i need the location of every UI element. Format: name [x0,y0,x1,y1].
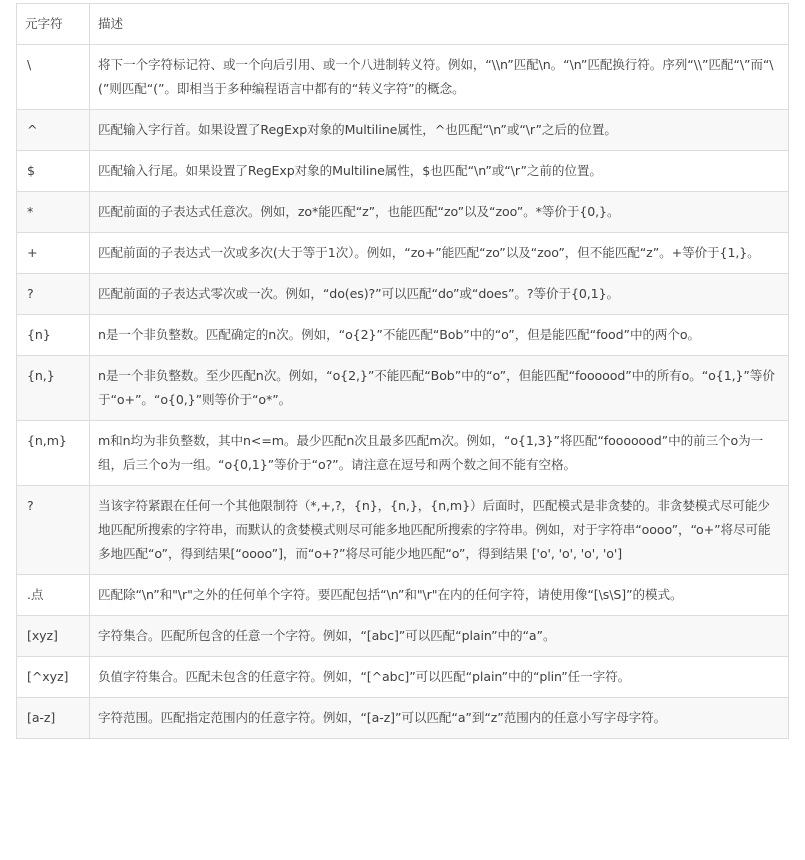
row-description: 匹配除“\n”和"\r"之外的任何单个字符。要匹配包括“\n”和"\r"在内的任何字符，请使用像“[\s\S]”的模式。 [90,575,789,616]
row-description: 匹配前面的子表达式任意次。例如，zo*能匹配“z”，也能匹配“zo”以及“zoo”。*等价于{0,}。 [90,192,789,233]
row-description: m和n均为非负整数，其中n<=m。最少匹配n次且最多匹配m次。例如，“o{1,3}”将匹配“fooooood”中的前三个o为一组，后三个o为一组。“o{0,1}”等价于“o?”。请注意在逗号和两个数之间不能有空格。 [90,421,789,486]
row-symbol: \ [17,45,90,110]
table-row [17,233,789,274]
row-description: 字符范围。匹配指定范围内的任意字符。例如，“[a-z]”可以匹配“a”到“z”范围内的任意小写字母字符。 [90,698,789,739]
table-row [17,151,789,192]
row-description: n是一个非负整数。至少匹配n次。例如，“o{2,}”不能匹配“Bob”中的“o”，但能匹配“foooood”中的所有o。“o{1,}”等价于“o+”。“o{0,}”则等价于“o*”。 [90,356,789,421]
table-row [17,616,789,657]
table-row [17,45,789,110]
table-row [17,575,789,616]
table-row [17,192,789,233]
row-symbol: [a-z] [17,698,90,739]
row-symbol: ? [17,274,90,315]
table-row [17,486,789,575]
table-row [17,315,789,356]
table-row [17,421,789,486]
row-description: 负值字符集合。匹配未包含的任意字符。例如，“[^abc]”可以匹配“plain”中的“plin”任一字符。 [90,657,789,698]
table-row [17,698,789,739]
row-symbol: [^xyz] [17,657,90,698]
row-symbol: + [17,233,90,274]
header-metachar: 元字符 [17,4,90,45]
row-symbol: [xyz] [17,616,90,657]
regex-metachar-table-container [16,3,788,739]
table-row [17,657,789,698]
row-symbol: {n,} [17,356,90,421]
row-symbol: * [17,192,90,233]
row-symbol: {n} [17,315,90,356]
row-description: 匹配前面的子表达式一次或多次(大于等于1次）。例如，“zo+”能匹配“zo”以及“zoo”，但不能匹配“z”。+等价于{1,}。 [90,233,789,274]
regex-metachar-table [16,3,789,739]
header-description: 描述 [90,4,789,45]
row-symbol: ? [17,486,90,575]
table-row [17,274,789,315]
table-header-row [17,4,789,45]
row-description: 将下一个字符标记符、或一个向后引用、或一个八进制转义符。例如，“\\n”匹配\n。“\n”匹配换行符。序列“\\”匹配“\”而“\(”则匹配“(”。即相当于多种编程语言中都有的“转义字符”的概念。 [90,45,789,110]
row-description: 匹配输入行尾。如果设置了RegExp对象的Multiline属性，$也匹配“\n”或“\r”之前的位置。 [90,151,789,192]
row-description: 匹配前面的子表达式零次或一次。例如，“do(es)?”可以匹配“do”或“does”。?等价于{0,1}。 [90,274,789,315]
row-symbol: $ [17,151,90,192]
row-symbol: .点 [17,575,90,616]
table-row [17,356,789,421]
row-symbol: ^ [17,110,90,151]
row-symbol: {n,m} [17,421,90,486]
table-row [17,110,789,151]
row-description: 匹配输入字行首。如果设置了RegExp对象的Multiline属性，^也匹配“\n”或“\r”之后的位置。 [90,110,789,151]
row-description: 字符集合。匹配所包含的任意一个字符。例如，“[abc]”可以匹配“plain”中的“a”。 [90,616,789,657]
row-description: 当该字符紧跟在任何一个其他限制符（*,+,?，{n}，{n,}，{n,m}）后面时，匹配模式是非贪婪的。非贪婪模式尽可能少地匹配所搜索的字符串，而默认的贪婪模式则尽可能多地匹配所搜索的字符串。例如，对于字符串“oooo”，“o+”将尽可能多地匹配“o”，得到结果[“oooo”]，而“o+?”将尽可能少地匹配“o”，得到结果 ['o', 'o', 'o', 'o'] [90,486,789,575]
row-description: n是一个非负整数。匹配确定的n次。例如，“o{2}”不能匹配“Bob”中的“o”，但是能匹配“food”中的两个o。 [90,315,789,356]
